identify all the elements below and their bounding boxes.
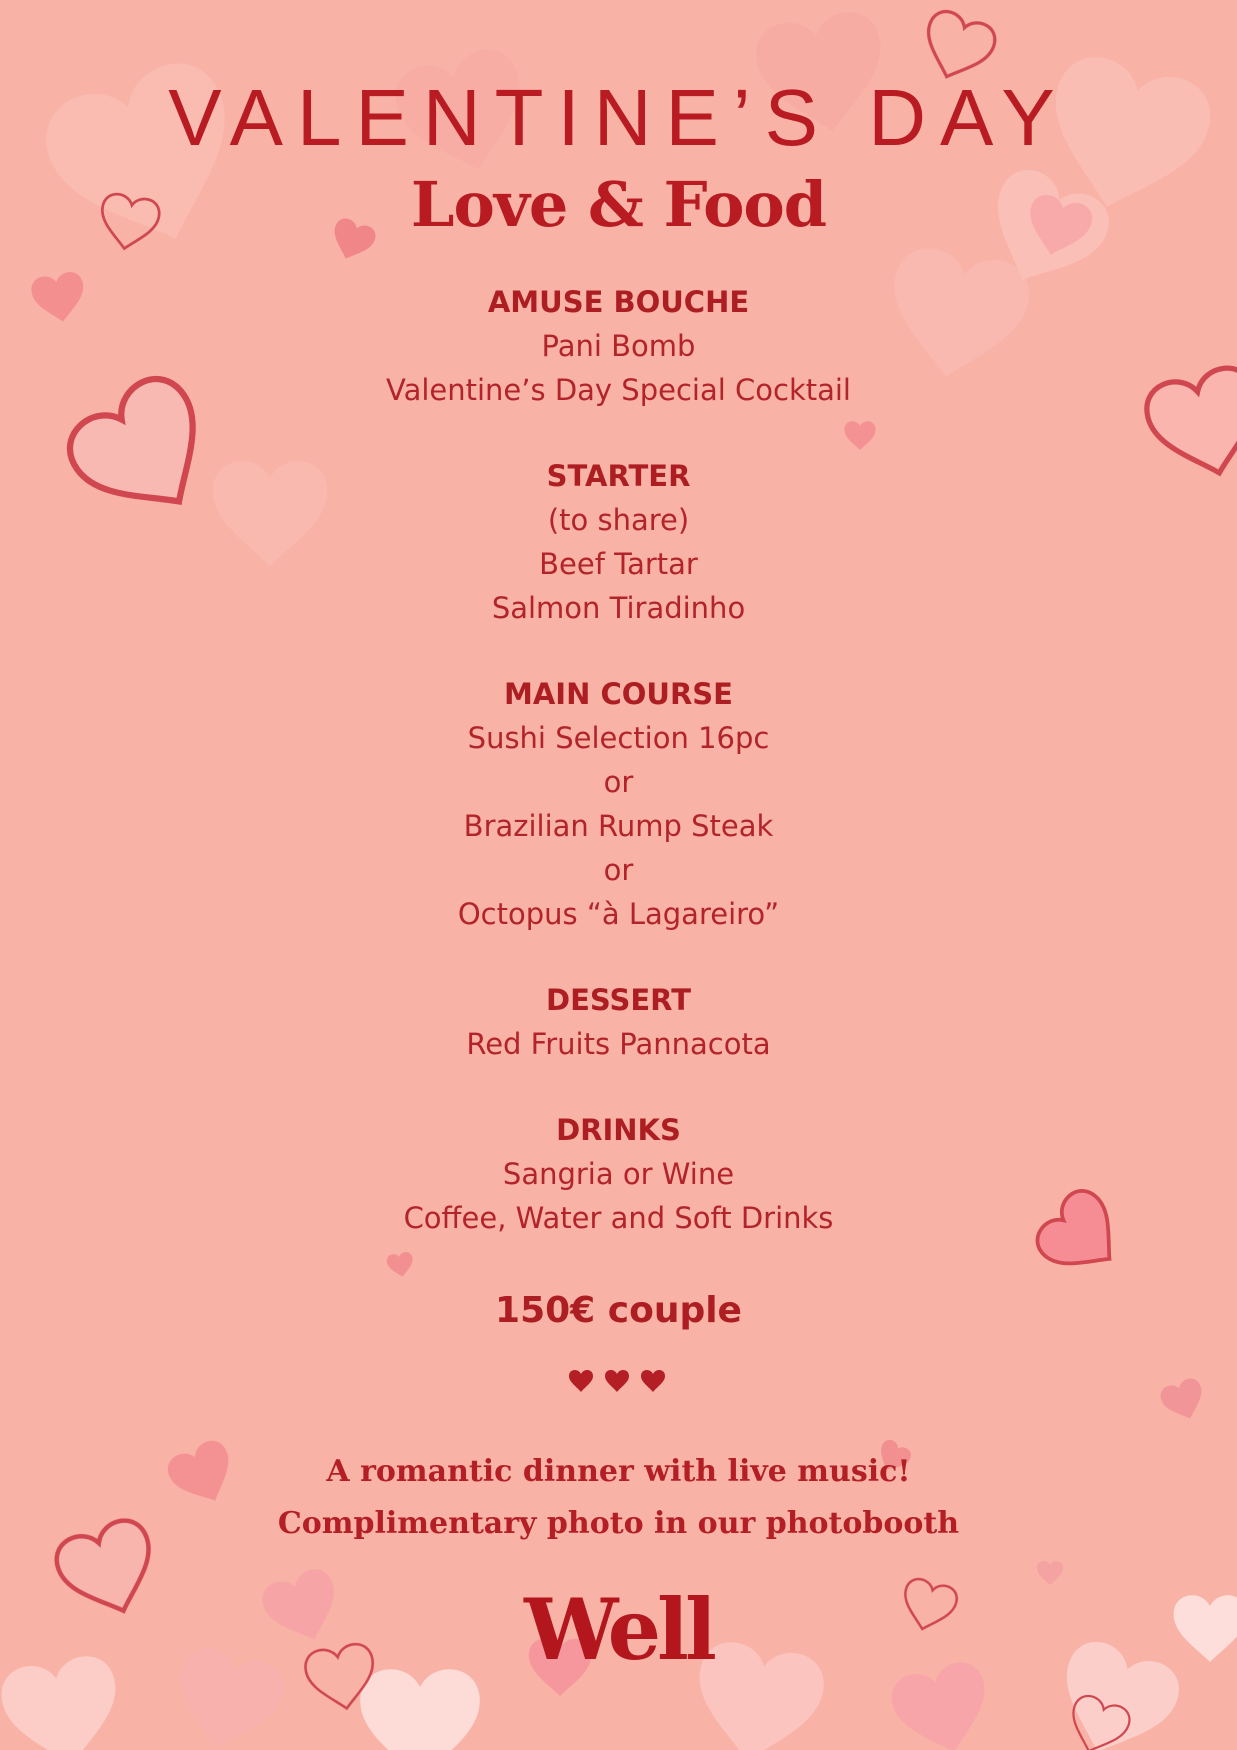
heart-icon — [605, 1370, 629, 1392]
brand-logo: Well — [524, 1580, 713, 1679]
menu-item: Sangria or Wine — [502, 1157, 735, 1191]
menu-item: Salmon Tiradinho — [491, 591, 746, 625]
price-label: 150€ couple — [495, 1290, 742, 1331]
menu-item: or — [603, 853, 634, 887]
page-subtitle: Love & Food — [410, 168, 827, 241]
menu-item: Valentine’s Day Special Cocktail — [385, 373, 851, 407]
section-main-course — [0, 672, 1237, 936]
section-heading: STARTER — [546, 459, 691, 493]
section-drinks — [0, 1108, 1237, 1240]
tagline-line: A romantic dinner with live music! — [326, 1454, 911, 1489]
tagline — [0, 1446, 1237, 1550]
section-starter — [0, 454, 1237, 630]
menu-item: Brazilian Rump Steak — [463, 809, 774, 843]
menu-item: Coffee, Water and Soft Drinks — [403, 1201, 834, 1235]
section-heading: DESSERT — [546, 983, 691, 1017]
menu-list — [0, 280, 1237, 1282]
page-title: VALENTINE’S DAY — [168, 73, 1069, 162]
section-amuse-bouche — [0, 280, 1237, 412]
heart-icon — [641, 1370, 665, 1392]
tagline-line: Complimentary photo in our photobooth — [277, 1506, 960, 1541]
section-heading: AMUSE BOUCHE — [487, 285, 750, 319]
menu-item: or — [603, 765, 634, 799]
section-heading: MAIN COURSE — [504, 677, 733, 711]
section-dessert — [0, 978, 1237, 1066]
menu-item: (to share) — [547, 503, 690, 537]
menu-item: Pani Bomb — [541, 329, 696, 363]
heart-icon — [569, 1370, 593, 1392]
menu-item: Octopus “à Lagareiro” — [457, 897, 780, 931]
section-heading: DRINKS — [556, 1113, 681, 1147]
hearts-divider — [568, 1368, 668, 1394]
menu-item: Beef Tartar — [539, 547, 698, 581]
menu-item: Sushi Selection 16pc — [467, 721, 770, 755]
menu-item: Red Fruits Pannacota — [466, 1027, 771, 1061]
